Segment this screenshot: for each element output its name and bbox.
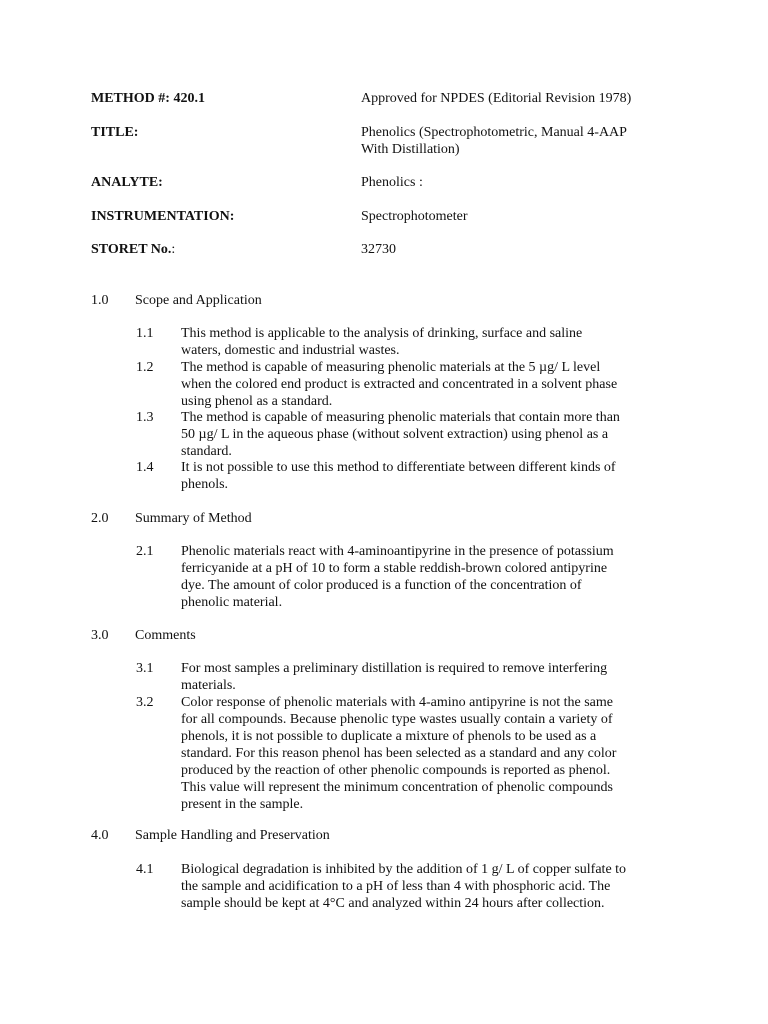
text-line: Color response of phenolic materials with 4-amino antipyrine is not the same (181, 695, 613, 710)
section-number: 1.0 (91, 293, 109, 308)
storet-label (91, 241, 175, 258)
storet-label-colon: : (171, 242, 176, 257)
item-number: 1.4 (136, 460, 154, 475)
analyte-label: ANALYTE: (91, 175, 163, 190)
title-value-line: Phenolics (Spectrophotometric, Manual 4-AAP (361, 125, 627, 140)
storet-value: 32730 (361, 242, 396, 257)
text-line: dye. The amount of color produced is a function of the concentration of (181, 578, 582, 593)
title-value (361, 124, 681, 158)
item-number: 3.2 (136, 695, 154, 710)
text-line: waters, domestic and industrial wastes. (181, 343, 400, 358)
text-line: phenolic material. (181, 595, 283, 610)
text-line: produced by the reaction of other phenolic compounds is reported as phenol. (181, 763, 611, 778)
section-number: 2.0 (91, 511, 109, 526)
item-text (181, 359, 676, 410)
item-text (181, 325, 676, 359)
item-number: 2.1 (136, 544, 154, 559)
text-line: present in the sample. (181, 797, 304, 812)
text-line: ferricyanide at a pH of 10 to form a stable reddish-brown colored antipyrine (181, 561, 608, 576)
instrumentation-label: INSTRUMENTATION: (91, 209, 235, 224)
text-line: For most samples a preliminary distillation is required to remove interfering (181, 661, 608, 676)
analyte-value: Phenolics : (361, 175, 423, 190)
text-line: when the colored end product is extracted and concentrated in a solvent phase (181, 377, 618, 392)
text-line: This value will represent the minimum concentration of phenolic compounds (181, 780, 613, 795)
section-title: Summary of Method (135, 511, 252, 526)
section-title: Comments (135, 628, 196, 643)
title-value-line: With Distillation) (361, 142, 460, 157)
text-line: for all compounds. Because phenolic type wastes usually contain a variety of (181, 712, 613, 727)
title-label: TITLE: (91, 125, 139, 140)
text-line: 50 µg/ L in the aqueous phase (without solvent extraction) using phenol as a (181, 427, 609, 442)
text-line: It is not possible to use this method to differentiate between different kinds of (181, 460, 616, 475)
item-number: 1.3 (136, 410, 154, 425)
item-number: 3.1 (136, 661, 154, 676)
item-text (181, 409, 676, 460)
section-number: 3.0 (91, 628, 109, 643)
text-line: standard. For this reason phenol has been selected as a standard and any color (181, 746, 617, 761)
method-value: Approved for NPDES (Editorial Revision 1978) (361, 91, 632, 106)
section-title: Sample Handling and Preservation (135, 828, 330, 843)
method-label: METHOD #: 420.1 (91, 91, 205, 106)
text-line: phenols, it is not possible to duplicate a mixture of phenols to be used as a (181, 729, 597, 744)
section-number: 4.0 (91, 828, 109, 843)
item-text (181, 694, 676, 813)
item-number: 1.1 (136, 326, 154, 341)
text-line: Biological degradation is inhibited by the addition of 1 g/ L of copper sulfate to (181, 862, 627, 877)
text-line: the sample and acidification to a pH of less than 4 with phosphoric acid. The (181, 879, 611, 894)
text-line: phenols. (181, 477, 229, 492)
text-line: using phenol as a standard. (181, 394, 333, 409)
storet-label-text: STORET No. (91, 242, 172, 257)
text-line: The method is capable of measuring phenolic materials that contain more than (181, 410, 620, 425)
item-text (181, 660, 676, 694)
instrumentation-value: Spectrophotometer (361, 209, 468, 224)
text-line: Phenolic materials react with 4-aminoantipyrine in the presence of potassium (181, 544, 614, 559)
item-number: 4.1 (136, 862, 154, 877)
text-line: This method is applicable to the analysis of drinking, surface and saline (181, 326, 583, 341)
item-text (181, 861, 676, 912)
item-number: 1.2 (136, 360, 154, 375)
text-line: materials. (181, 678, 236, 693)
item-text (181, 543, 676, 611)
text-line: standard. (181, 444, 232, 459)
text-line: sample should be kept at 4°C and analyzed within 24 hours after collection. (181, 896, 605, 911)
item-text (181, 459, 676, 493)
text-line: The method is capable of measuring phenolic materials at the 5 µg/ L level (181, 360, 601, 375)
section-title: Scope and Application (135, 293, 262, 308)
